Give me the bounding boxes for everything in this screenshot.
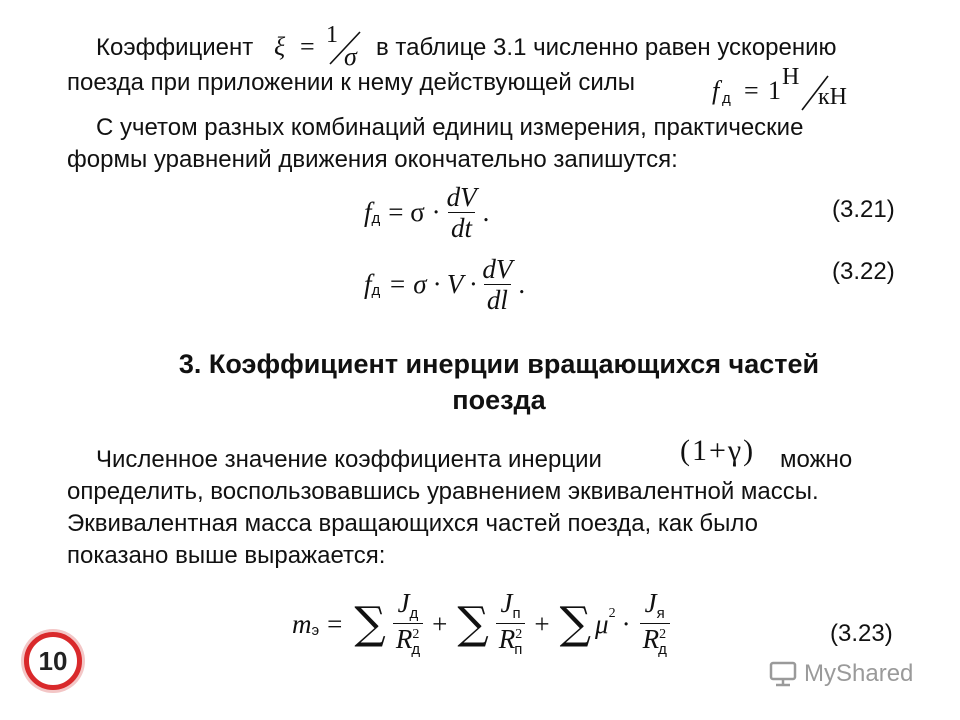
sum-symbol: ∑	[457, 598, 489, 649]
fraction-denominator: dl	[484, 284, 511, 315]
derivative-fraction	[444, 182, 480, 243]
presentation-icon	[768, 660, 798, 688]
R-square: 2	[515, 627, 523, 642]
sum-symbol: ∑	[559, 598, 592, 649]
force-value: 1	[768, 76, 781, 105]
J-symbol: J	[500, 588, 513, 618]
heading-line1: 3. Коэффициент инерции вращающихся частей	[178, 349, 820, 379]
equals-sign: =	[327, 608, 343, 639]
f-symbol: f	[712, 76, 720, 105]
equals-sign: =	[744, 76, 759, 105]
page-number-badge	[24, 632, 82, 690]
f-symbol: f	[364, 268, 372, 299]
J-subscript: я	[656, 605, 665, 622]
plus-sign: +	[432, 608, 448, 639]
xi-symbol: ξ	[274, 32, 286, 61]
sigma-symbol: σ	[344, 42, 357, 71]
heading-line2: поезда	[452, 385, 546, 415]
equation-number-3-21: (3.21)	[832, 196, 895, 223]
J-symbol: J	[397, 588, 410, 618]
equation-3-21	[364, 180, 489, 244]
para3-line1-pre: Численное значение коэффициента инерции	[96, 446, 602, 473]
equation-period: .	[518, 268, 526, 299]
derivative-fraction	[479, 254, 515, 315]
R-square: 2	[412, 627, 420, 642]
equation-number-3-23: (3.23)	[830, 620, 893, 647]
unit-numerator: Н	[782, 64, 800, 90]
multiply-dot: ·	[621, 608, 631, 639]
unit-denominator: кН	[818, 84, 847, 110]
R-subscript: п	[514, 641, 523, 658]
mu-square: 2	[608, 606, 616, 621]
m-subscript: э	[311, 621, 320, 639]
equation-number-3-22: (3.22)	[832, 258, 895, 285]
J-subscript: д	[409, 605, 419, 622]
equals-sign: =	[300, 32, 315, 61]
inertia-expression: (1+γ)	[680, 434, 756, 467]
force-unit-formula	[712, 64, 872, 114]
R-subscript: д	[658, 641, 667, 658]
fraction-d	[393, 588, 423, 660]
f-subscript: д	[371, 281, 381, 299]
f-subscript: д	[371, 209, 381, 227]
J-subscript: п	[512, 605, 521, 622]
watermark-text: MyShared	[804, 660, 914, 687]
R-symbol: R	[395, 624, 413, 654]
para3-line1-post: можно	[780, 446, 853, 473]
para2-line1: С учетом разных комбинаций единиц измерения, практические	[96, 114, 804, 141]
para1-line2: поезда при приложении к нему действующей силы	[67, 69, 636, 96]
numerator-one: 1	[326, 22, 338, 48]
para3-line4: показано выше выражается:	[67, 542, 386, 569]
f-symbol: f	[364, 196, 372, 227]
fraction-numerator: dV	[482, 253, 513, 284]
watermark	[768, 660, 913, 688]
page-number: 10	[38, 645, 68, 676]
R-square: 2	[659, 627, 667, 642]
R-symbol: R	[498, 624, 516, 654]
xi-formula	[272, 22, 372, 72]
para1-line1-post: в таблице 3.1 численно равен ускорению	[376, 34, 837, 61]
plus-sign: +	[534, 608, 550, 639]
mu-symbol: μ	[595, 608, 609, 639]
equation-period: .	[482, 196, 490, 227]
fraction-ya	[640, 588, 670, 660]
f-subscript: д	[722, 90, 731, 107]
fraction-denominator: dt	[448, 212, 475, 243]
para3-line2: определить, воспользовавшись уравнением эквивалентной массы.	[67, 478, 819, 505]
para1-line1	[96, 33, 253, 63]
m-symbol: m	[292, 608, 312, 639]
R-subscript: д	[411, 641, 421, 658]
equation-3-22	[364, 252, 525, 316]
sum-symbol: ∑	[354, 598, 386, 649]
J-symbol: J	[644, 588, 657, 618]
fraction-numerator: dV	[446, 181, 477, 212]
para3-line3: Эквивалентная масса вращающихся частей поезда, как было	[67, 510, 759, 537]
section-heading	[60, 346, 900, 418]
para1-line1-pre: Коэффициент	[96, 34, 254, 61]
fraction-p	[496, 588, 526, 660]
equation-rhs: = σ · V ·	[388, 268, 477, 299]
equation-3-23	[292, 586, 673, 662]
R-symbol: R	[642, 624, 660, 654]
equation-rhs: = σ ·	[388, 196, 441, 227]
para2-line2: формы уравнений движения окончательно запишутся:	[67, 146, 678, 173]
